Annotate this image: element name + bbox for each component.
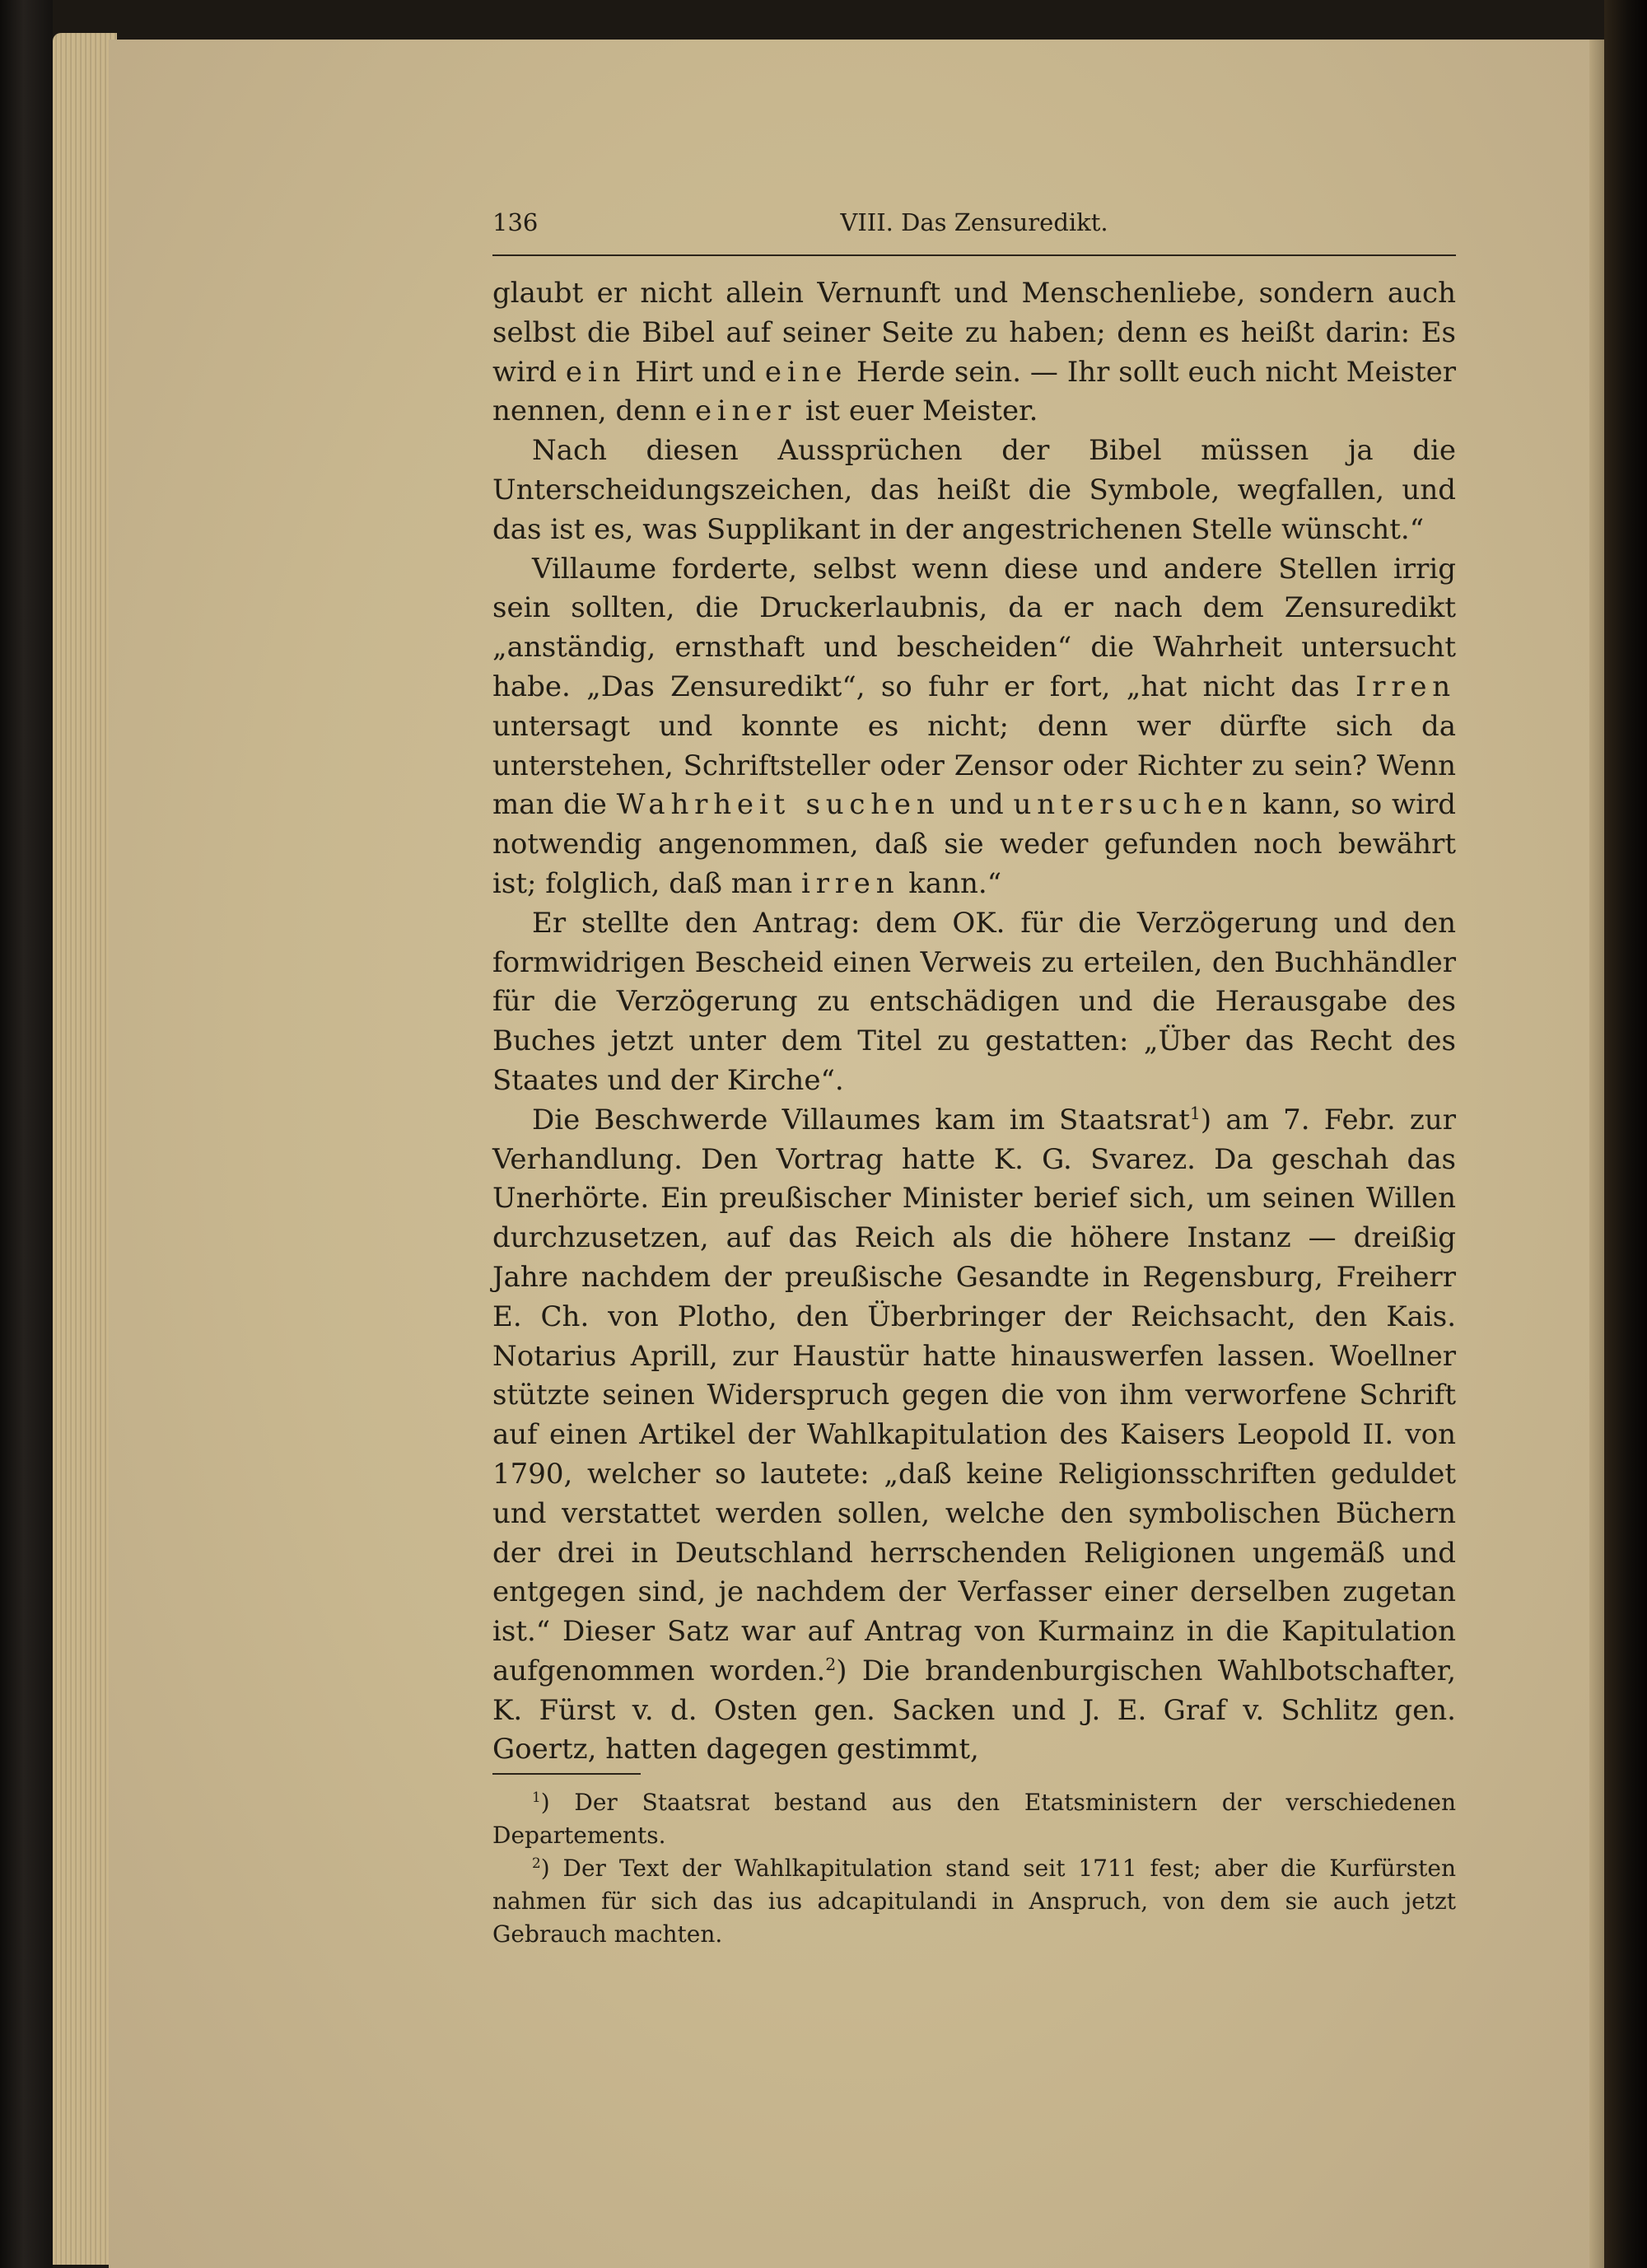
- text-run: kann.“: [899, 866, 1002, 900]
- spaced-emphasis: irren: [801, 866, 900, 900]
- chapter-title: VIII. Das Zensuredikt.: [840, 208, 1108, 236]
- text-run: glaubt er nicht allein Vernunft und Menschenliebe, sondern auch selbst die Bibel auf seiner Seite zu haben; denn es heißt darin: Es wird: [492, 277, 1456, 389]
- footnote-rule: [492, 1773, 641, 1775]
- paragraph-4: Er stellte den Antrag: dem OK. für die Verzögerung und den formwidrigen Bescheid einen Verweis zu erteilen, den Buchhändler für die Verzögerung zu entschädigen und die Herausgabe des Buches jetzt unter dem Titel zu gestatten: „Über das Recht des Staates und der Kirche“.: [492, 906, 1456, 1097]
- spaced-emphasis: Irren: [1355, 670, 1456, 703]
- running-head: [492, 208, 1456, 250]
- paragraph-2: Nach diesen Aussprüchen der Bibel müssen ja die Unterscheidungszeichen, das heißt die Symbole, wegfallen, und das ist es, was Supplikant in der angestrichenen Stelle wünscht.“: [492, 434, 1456, 546]
- text-run: untersagt und konnte es nicht; denn wer dürfte sich da unterstehen, Schriftsteller oder Zensor oder Richter zu sein? Wenn man die: [492, 709, 1456, 822]
- spaced-emphasis: einer: [694, 394, 797, 428]
- spaced-emphasis: Wahrheit suchen: [616, 788, 940, 822]
- page-number: 136: [492, 208, 539, 236]
- footnote-number: 1: [532, 1789, 541, 1806]
- paragraph-3: [492, 550, 1456, 904]
- text-run: ) Die brandenburgischen Wahlbotschafter, K. Fürst v. d. Osten gen. Sacken und J. E. Graf v. Schlitz gen. Goertz, hatten dagegen gestimmt,: [492, 1654, 1456, 1766]
- book-cover-left: [0, 0, 53, 2268]
- footnotes: [492, 1786, 1456, 1951]
- text-run: Die Beschwerde Villaumes kam im Staatsrat: [532, 1103, 1190, 1136]
- footnote-text: ) Der Staatsrat bestand aus den Etatsministern der verschiedenen Departements.: [492, 1789, 1456, 1850]
- page-stack-edge: [53, 33, 117, 2265]
- footnote-marker-1: 1: [1189, 1103, 1201, 1123]
- text-run: ) am 7. Febr. zur Verhandlung. Den Vortrag hatte K. G. Svarez. Da geschah das Unerhörte. Ein preußischer Minister berief sich, um seinen Willen durchzusetzen, auf das Reich als die höhere Instanz — dreißig Jahre nachdem der preußische Gesandte in Regensburg, Freiherr E. Ch. von Plotho, den Überbringer der Reichsacht, den Kais. Notarius Aprill, zur Haustür hatte hinauswerfen lassen. Woellner stützte seinen Widerspruch gegen die von ihm verworfene Schrift auf einen Artikel der Wahlkapitulation des Kaisers Leopold II. von 1790, welcher so lautete: „daß keine Religionsschriften geduldet und verstattet werden sollen, welche den symbolischen Büchern der drei in Deutschland herrschenden Religionen ungemäß und entgegen sind, je nachdem der Verfasser einer derselben zugetan ist.“ Dieser Satz war auf Antrag von Kurmainz in die Kapitulation aufgenommen worden.: [492, 1103, 1456, 1687]
- header-rule: [492, 254, 1456, 256]
- page-text-block: [492, 208, 1456, 1951]
- text-run: Hirt und: [626, 355, 765, 389]
- paragraph-5: [492, 1101, 1456, 1771]
- footnote-1: [492, 1786, 1456, 1852]
- spaced-emphasis: untersuchen: [1013, 788, 1253, 822]
- text-run: kann, so wird notwendig angenommen, daß sie weder gefunden noch bewährt ist; folglich, daß man: [492, 788, 1456, 900]
- footnote-text: ) Der Text der Wahlkapitulation stand seit 1711 fest; aber die Kurfürsten nahmen für sich das ius adcapitulandi in Anspruch, von dem sie auch jetzt Gebrauch machten.: [492, 1855, 1456, 1948]
- book-cover-right: [1604, 0, 1647, 2268]
- text-run: Herde sein. — Ihr sollt euch nicht Meister nennen, denn: [492, 355, 1456, 428]
- paragraph-1: [492, 274, 1456, 432]
- spaced-emphasis: eine: [764, 355, 848, 389]
- footnote-number: 2: [532, 1855, 541, 1872]
- footnote-marker-2: 2: [825, 1654, 837, 1674]
- footnote-2: [492, 1852, 1456, 1951]
- body-text: [492, 274, 1456, 1770]
- text-run: Villaume forderte, selbst wenn diese und andere Stellen irrig sein sollten, die Druckerlaubnis, da er nach dem Zensuredikt „anständig, ernsthaft und bescheiden“ die Wahrheit untersucht habe. „Das Zensuredikt“, so fuhr er fort, „hat nicht das: [492, 552, 1456, 703]
- text-run: und: [940, 788, 1014, 822]
- spaced-emphasis: ein: [565, 355, 627, 389]
- text-run: ist euer Meister.: [796, 394, 1038, 428]
